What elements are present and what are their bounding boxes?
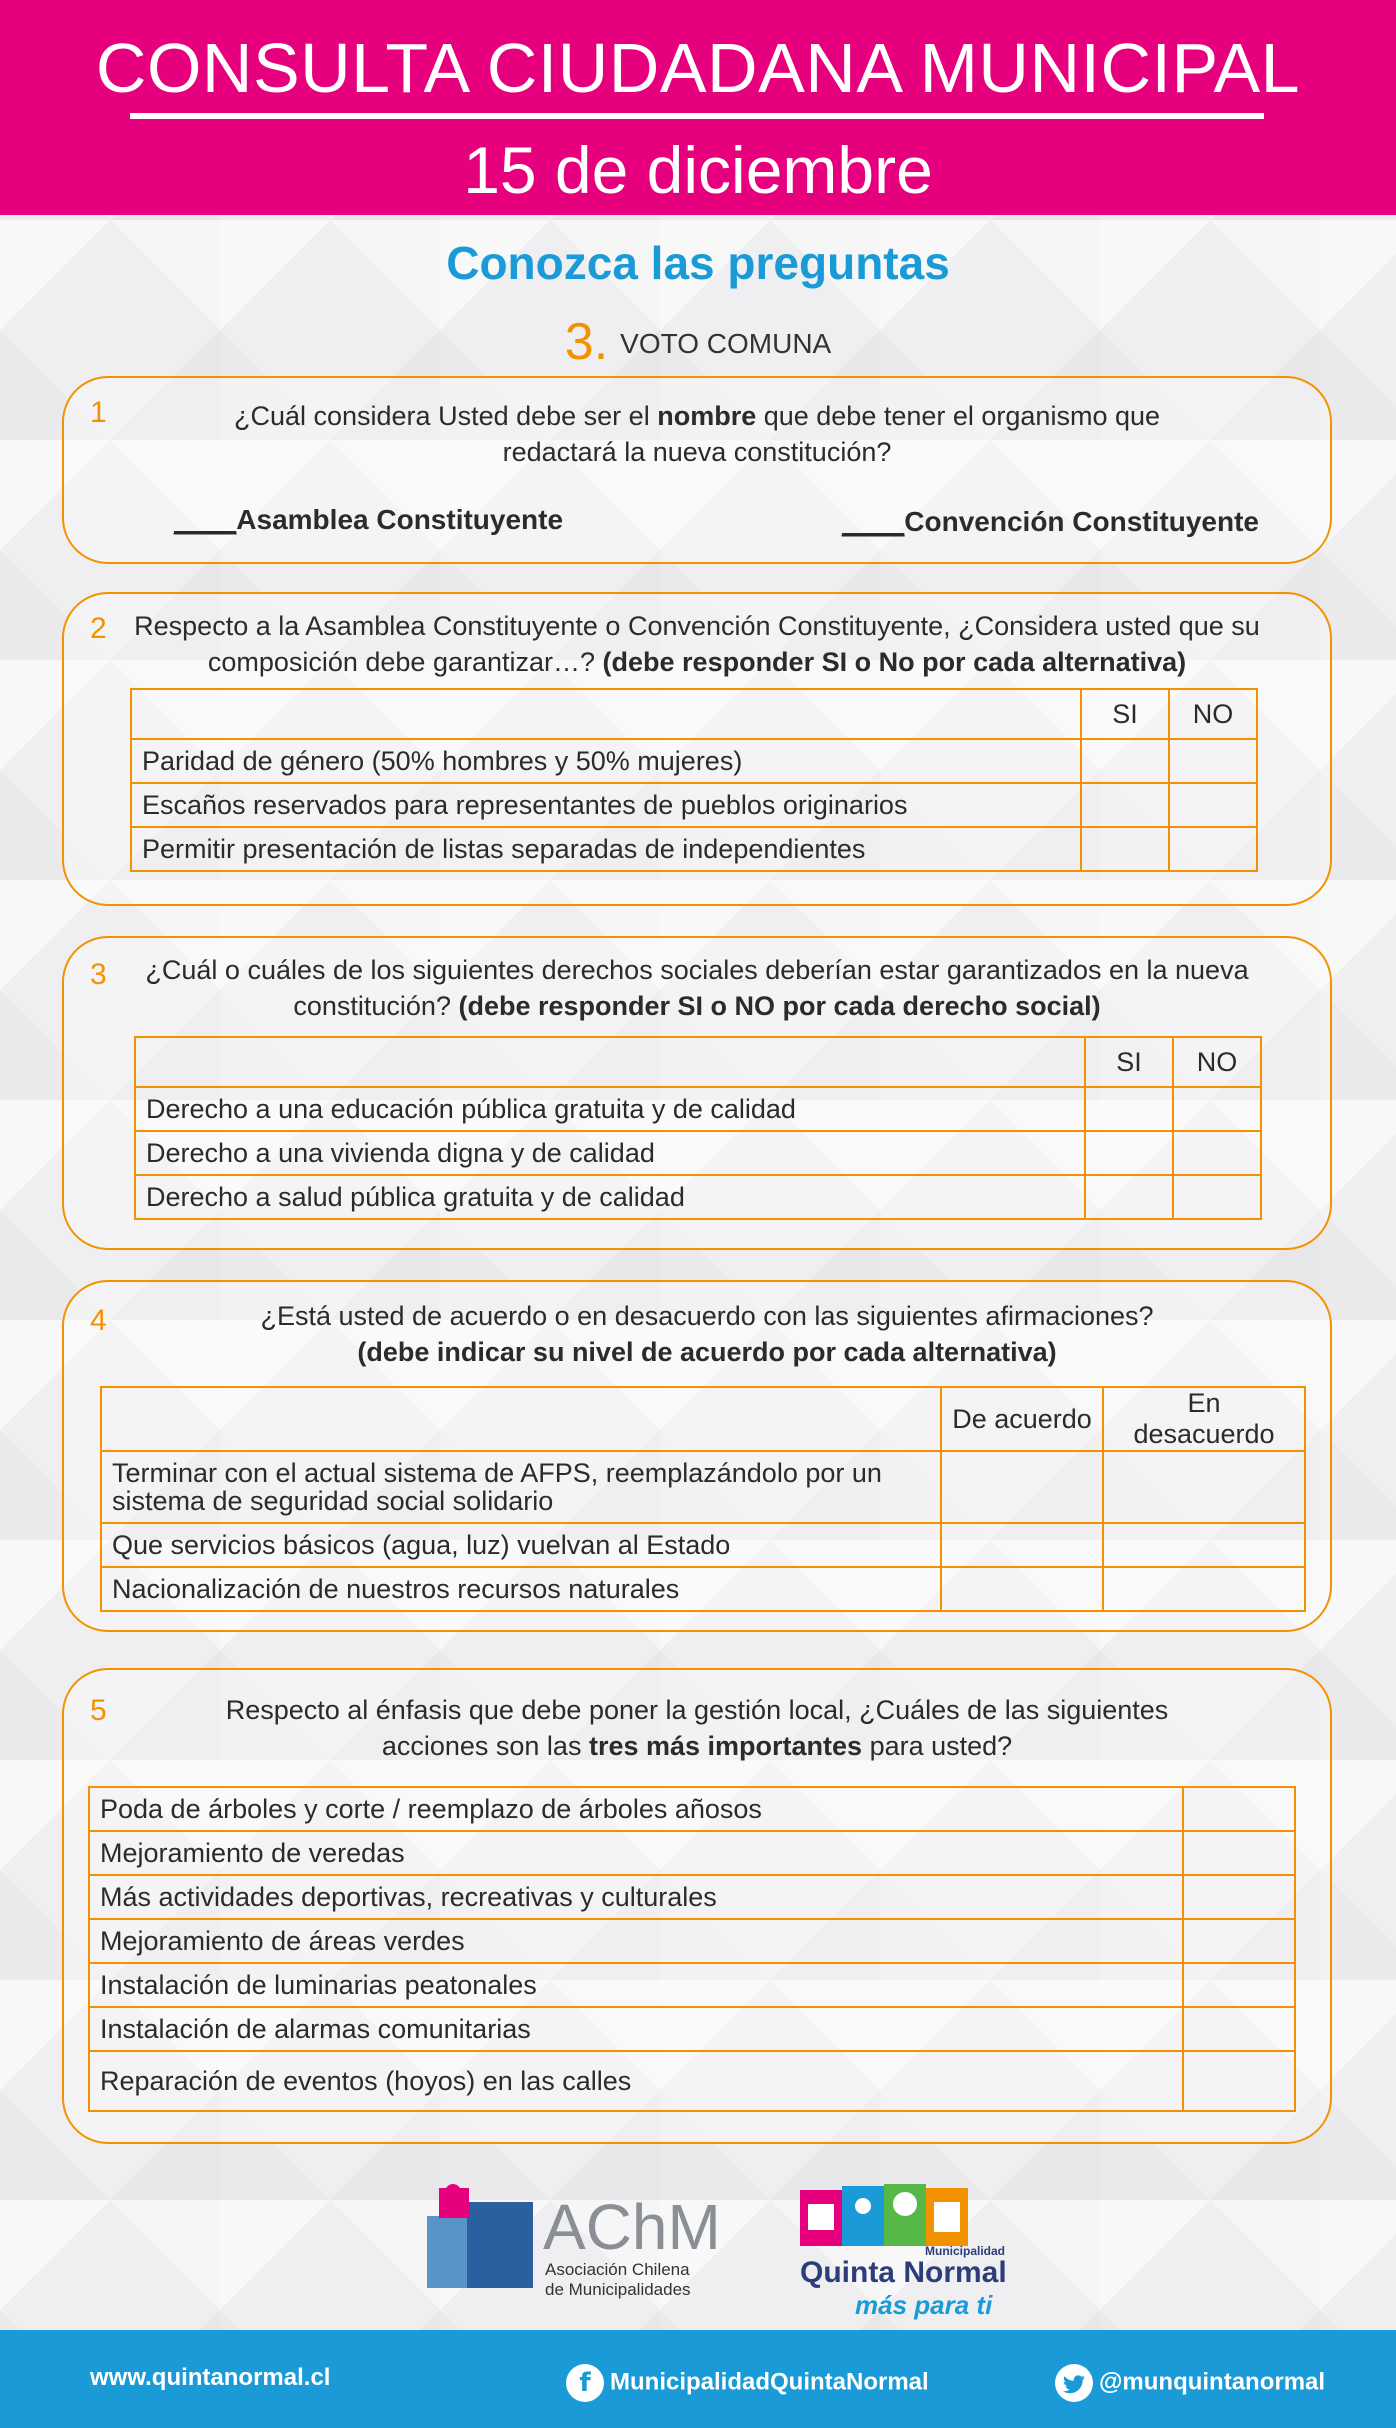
achm-full-name: Asociación Chilena de Municipalidades bbox=[545, 2260, 691, 2299]
table-row bbox=[135, 1087, 1261, 1131]
answer-si-cell[interactable] bbox=[1081, 739, 1169, 783]
column-en-desacuerdo: En desacuerdo bbox=[1103, 1387, 1305, 1451]
question-text: ¿Cuál considera Usted debe ser el nombre que debe tener el organismo que redactará la nueva constitución? bbox=[233, 401, 1161, 467]
select-cell[interactable] bbox=[1183, 1963, 1295, 2007]
page-subtitle: Conozca las preguntas bbox=[446, 237, 950, 289]
row-label: Derecho a una educación pública gratuita y de calidad bbox=[135, 1087, 1085, 1131]
row-label: Terminar con el actual sistema de AFPS, reemplazándolo por un sistema de seguridad social solidario bbox=[101, 1451, 941, 1523]
row-label: Permitir presentación de listas separadas de independientes bbox=[131, 827, 1081, 871]
twitter-icon bbox=[1055, 2364, 1093, 2402]
row-label: Mejoramiento de áreas verdes bbox=[89, 1919, 1183, 1963]
question-1-card bbox=[62, 376, 1332, 564]
facebook-link[interactable] bbox=[566, 2364, 929, 2402]
question-4-card bbox=[62, 1280, 1332, 1632]
row-label: Nacionalización de nuestros recursos naturales bbox=[101, 1567, 941, 1611]
row-label: Mejoramiento de veredas bbox=[89, 1831, 1183, 1875]
consultation-date: 15 de diciembre bbox=[463, 133, 933, 207]
qn-tagline: más para ti bbox=[855, 2290, 993, 2320]
row-label: Más actividades deportivas, recreativas y culturales bbox=[89, 1875, 1183, 1919]
question-number: 2 bbox=[90, 612, 107, 645]
qn-municipalidad-label: Municipalidad bbox=[925, 2244, 1006, 2258]
select-cell[interactable] bbox=[1183, 2007, 1295, 2051]
table-row bbox=[89, 2051, 1295, 2111]
table-row bbox=[101, 1523, 1305, 1567]
section-number: 3. bbox=[564, 313, 609, 371]
select-cell[interactable] bbox=[1183, 1919, 1295, 1963]
row-label: Derecho a salud pública gratuita y de calidad bbox=[135, 1175, 1085, 1219]
row-label: Paridad de género (50% hombres y 50% mujeres) bbox=[131, 739, 1081, 783]
table-header-blank bbox=[101, 1387, 941, 1451]
answer-si-cell[interactable] bbox=[1081, 783, 1169, 827]
page-title: CONSULTA CIUDADANA MUNICIPAL bbox=[95, 29, 1301, 107]
table-row bbox=[131, 827, 1257, 871]
table-row bbox=[101, 1567, 1305, 1611]
row-label: Escaños reservados para representantes de pueblos originarios bbox=[131, 783, 1081, 827]
column-de-acuerdo: De acuerdo bbox=[941, 1387, 1103, 1451]
table-row bbox=[89, 1875, 1295, 1919]
question-text: ¿Cuál o cuáles de los siguientes derechos sociales deberían estar garantizados en la nueva constitución? (debe responder SI o NO por cada derecho social) bbox=[145, 955, 1249, 1021]
answer-no-cell[interactable] bbox=[1169, 827, 1257, 871]
qn-name: Quinta Normal bbox=[800, 2256, 1007, 2289]
row-label: Reparación de eventos (hoyos) en las calles bbox=[89, 2051, 1183, 2111]
table-row bbox=[131, 783, 1257, 827]
achm-abbreviation: AChM bbox=[543, 2191, 721, 2263]
column-no: NO bbox=[1169, 689, 1257, 739]
table-row bbox=[89, 1919, 1295, 1963]
select-cell[interactable] bbox=[1183, 2051, 1295, 2111]
column-no: NO bbox=[1173, 1037, 1261, 1087]
twitter-handle: @munquintanormal bbox=[1099, 2368, 1326, 2396]
table-row bbox=[101, 1451, 1305, 1523]
answer-disagree-cell[interactable] bbox=[1103, 1523, 1305, 1567]
select-cell[interactable] bbox=[1183, 1787, 1295, 1831]
row-label: Que servicios básicos (agua, luz) vuelvan al Estado bbox=[101, 1523, 941, 1567]
answer-si-cell[interactable] bbox=[1081, 827, 1169, 871]
facebook-icon: f bbox=[566, 2364, 604, 2402]
question-number: 1 bbox=[90, 396, 107, 429]
table-row bbox=[135, 1175, 1261, 1219]
answer-disagree-cell[interactable] bbox=[1103, 1567, 1305, 1611]
header-banner bbox=[0, 0, 1396, 215]
table-row bbox=[131, 739, 1257, 783]
table-header-blank bbox=[131, 689, 1081, 739]
answer-no-cell[interactable] bbox=[1169, 739, 1257, 783]
answer-disagree-cell[interactable] bbox=[1103, 1451, 1305, 1523]
select-cell[interactable] bbox=[1183, 1831, 1295, 1875]
table-row bbox=[89, 1831, 1295, 1875]
title-divider bbox=[130, 113, 1264, 119]
answer-no-cell[interactable] bbox=[1169, 783, 1257, 827]
logos-area bbox=[0, 2180, 1396, 2320]
row-label: Instalación de luminarias peatonales bbox=[89, 1963, 1183, 2007]
answer-no-cell[interactable] bbox=[1173, 1131, 1261, 1175]
row-label: Instalación de alarmas comunitarias bbox=[89, 2007, 1183, 2051]
question-2-card bbox=[62, 592, 1332, 906]
answer-no-cell[interactable] bbox=[1173, 1087, 1261, 1131]
option-convencion[interactable]: ____Convención Constituyente bbox=[842, 506, 1259, 537]
facebook-handle: MunicipalidadQuintaNormal bbox=[610, 2368, 929, 2396]
table-header-blank bbox=[135, 1037, 1085, 1087]
select-cell[interactable] bbox=[1183, 1875, 1295, 1919]
answer-no-cell[interactable] bbox=[1173, 1175, 1261, 1219]
column-si: SI bbox=[1081, 689, 1169, 739]
twitter-link[interactable] bbox=[1055, 2364, 1325, 2402]
answer-agree-cell[interactable] bbox=[941, 1451, 1103, 1523]
quinta-normal-logo-icon bbox=[800, 2180, 995, 2250]
answer-si-cell[interactable] bbox=[1085, 1087, 1173, 1131]
section-heading bbox=[0, 312, 1396, 372]
question-3-card bbox=[62, 936, 1332, 1250]
question-number: 5 bbox=[90, 1694, 107, 1727]
question-text: Respecto a la Asamblea Constituyente o Convención Constituyente, ¿Considera usted que su composición debe garantizar…? (debe responder SI o No por cada alternativa) bbox=[134, 611, 1260, 677]
question-text: Respecto al énfasis que debe poner la gestión local, ¿Cuáles de las siguientes acciones son las tres más importantes para usted? bbox=[225, 1695, 1169, 1761]
question-number: 4 bbox=[90, 1304, 107, 1337]
option-asamblea[interactable]: ____Asamblea Constituyente bbox=[174, 504, 564, 535]
website-link[interactable]: www.quintanormal.cl bbox=[90, 2364, 331, 2391]
answer-si-cell[interactable] bbox=[1085, 1131, 1173, 1175]
table-row bbox=[89, 1963, 1295, 2007]
priority-table bbox=[88, 1786, 1296, 2112]
answer-table bbox=[100, 1386, 1306, 1612]
column-si: SI bbox=[1085, 1037, 1173, 1087]
answer-agree-cell[interactable] bbox=[941, 1523, 1103, 1567]
answer-agree-cell[interactable] bbox=[941, 1567, 1103, 1611]
table-row bbox=[135, 1131, 1261, 1175]
row-label: Derecho a una vivienda digna y de calidad bbox=[135, 1131, 1085, 1175]
table-row bbox=[89, 1787, 1295, 1831]
answer-table bbox=[134, 1036, 1262, 1220]
question-5-card bbox=[62, 1668, 1332, 2144]
row-label: Poda de árboles y corte / reemplazo de árboles añosos bbox=[89, 1787, 1183, 1831]
question-number: 3 bbox=[90, 958, 107, 991]
table-row bbox=[89, 2007, 1295, 2051]
question-text: ¿Está usted de acuerdo o en desacuerdo con las siguientes afirmaciones? (debe indicar su nivel de acuerdo por cada alternativa) bbox=[260, 1301, 1154, 1367]
answer-si-cell[interactable] bbox=[1085, 1175, 1173, 1219]
answer-table bbox=[130, 688, 1258, 872]
achm-logo-icon bbox=[425, 2180, 535, 2290]
section-label: VOTO COMUNA bbox=[620, 328, 832, 359]
footer-bar bbox=[0, 2330, 1396, 2428]
